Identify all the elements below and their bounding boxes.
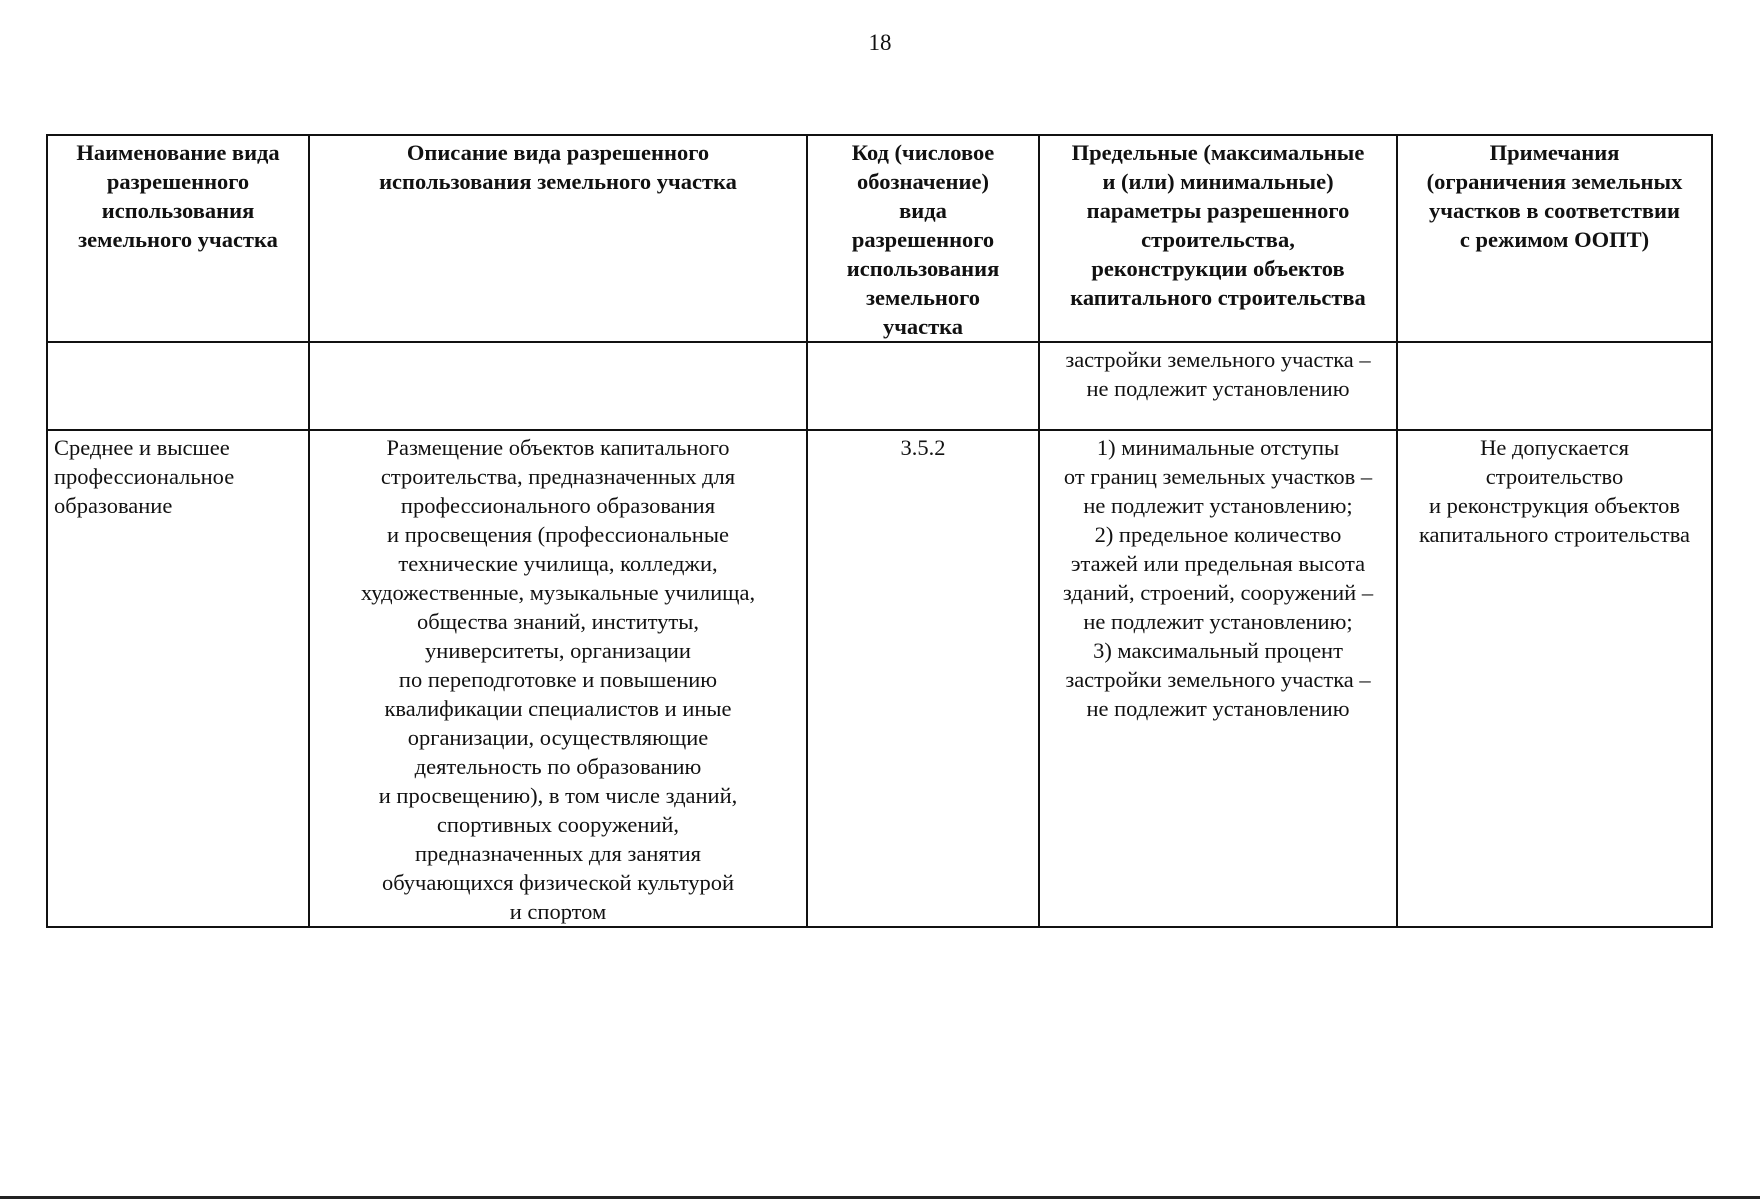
cell-construction-parameters: 1) минимальные отступы от границ земельных участков – не подлежит установлению; 2) предельное количество этажей или предельная высота зданий, строений, сооружений – не подлежит установлению; 3) максимальный процент застройки земельного участка – не подлежит установлению xyxy=(1039,430,1397,927)
cell-construction-parameters: застройки земельного участка – не подлежит установлению xyxy=(1039,342,1397,430)
cell-use-name xyxy=(47,342,309,430)
table-header-row xyxy=(47,135,1712,342)
table-row xyxy=(47,342,1712,430)
header-use-name: Наименование вида разрешенного использования земельного участка xyxy=(47,135,309,342)
cell-use-description: Размещение объектов капитального строительства, предназначенных для профессионального образования и просвещения (профессиональные технические училища, колледжи, художественные, музыкальные училища, общества знаний, институты, университеты, организации по переподготовке и повышению квалификации специалистов и иные организации, осуществляющие деятельность по образованию и просвещению), в том числе зданий, спортивных сооружений, предназначенных для занятия обучающихся физической культурой и спортом xyxy=(309,430,807,927)
header-use-code: Код (числовое обозначение) вида разрешенного использования земельного участка xyxy=(807,135,1039,342)
header-construction-parameters: Предельные (максимальные и (или) минимальные) параметры разрешенного строительства, реконструкции объектов капитального строительства xyxy=(1039,135,1397,342)
land-use-table xyxy=(46,134,1713,928)
cell-notes xyxy=(1397,342,1712,430)
header-use-description: Описание вида разрешенного использования земельного участка xyxy=(309,135,807,342)
cell-use-code: 3.5.2 xyxy=(807,430,1039,927)
cell-notes: Не допускается строительство и реконструкция объектов капитального строительства xyxy=(1397,430,1712,927)
page-bottom-edge xyxy=(0,1196,1760,1199)
cell-use-name: Среднее и высшее профессиональное образование xyxy=(47,430,309,927)
cell-use-code xyxy=(807,342,1039,430)
header-notes: Примечания (ограничения земельных участков в соответствии с режимом ООПТ) xyxy=(1397,135,1712,342)
table-row xyxy=(47,430,1712,927)
page-number: 18 xyxy=(868,30,892,55)
cell-use-description xyxy=(309,342,807,430)
